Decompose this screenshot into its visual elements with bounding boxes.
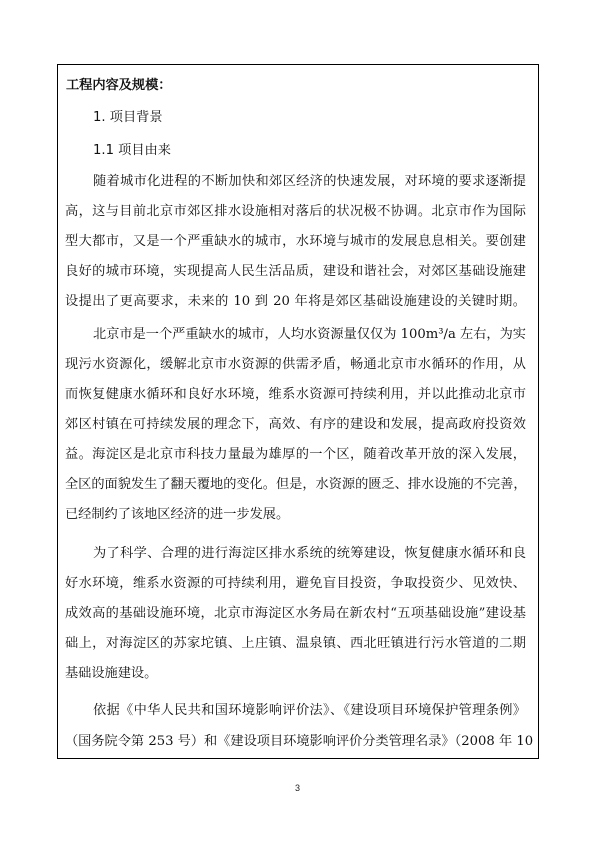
paragraph-line: 基础设施建设。 [65, 666, 158, 681]
paragraph-line: 依据《中华人民共和国环境影响评价法》、《建设项目环境保护管理条例》 [93, 703, 526, 718]
paragraph-line: 随着城市化进程的不断加快和郊区经济的快速发展，对环境的要求逐渐提 [93, 174, 526, 189]
paragraph-line: 现污水资源化，缓解北京市水资源的供需矛盾，畅通北京市水循环的作用，从 [65, 357, 526, 372]
paragraph-line: 好水环境，维系水资源的可持续利用，避免盲目投资，争取投资少、见效快、 [65, 576, 526, 591]
heading-project-origin: 1.1 项目由来 [93, 143, 171, 158]
paragraph-line: 高，这与目前北京市郊区排水设施相对落后的状况极不协调。北京市作为国际 [65, 204, 526, 219]
paragraph-line: 全区的面貌发生了翻天覆地的变化。但是，水资源的匮乏、排水设施的不完善， [65, 477, 527, 492]
paragraph-line: （国务院令第 253 号）和《建设项目环境影响评价分类管理名录》（2008 年 10 [65, 734, 534, 749]
paragraph-line: 设提出了更高要求，未来的 10 到 20 年将是郊区基础设施建设的关键时期。 [65, 294, 526, 309]
content-table-cell [57, 64, 539, 759]
paragraph-line: 成效高的基础设施环境，北京市海淀区水务局在新农村“五项基础设施”建设基 [65, 606, 526, 621]
paragraph-line: 已经制约了该地区经济的进一步发展。 [65, 507, 290, 522]
paragraph-line: 为了科学、合理的进行海淀区排水系统的统筹建设，恢复健康水循环和良 [93, 546, 526, 561]
section-title: 工程内容及规模： [66, 78, 172, 93]
paragraph-line: 而恢复健康水循环和良好水环境，维系水资源可持续利用，并以此推动北京市 [65, 387, 526, 402]
paragraph-line: 北京市是一个严重缺水的城市，人均水资源量仅仅为 100m³/a 左右，为实 [93, 327, 526, 342]
paragraph-line: 郊区村镇在可持续发展的理念下，高效、有序的建设和发展，提高政府投资效 [65, 417, 526, 432]
paragraph-line: 益。海淀区是北京市科技力量最为雄厚的一个区，随着改革开放的深入发展， [65, 447, 526, 462]
heading-project-background: 1. 项目背景 [93, 110, 163, 125]
paragraph-line: 础上，对海淀区的苏家坨镇、上庄镇、温泉镇、西北旺镇进行污水管道的二期 [65, 636, 526, 651]
paragraph-line: 良好的城市环境，实现提高人民生活品质，建设和谐社会，对郊区基础设施建 [65, 264, 526, 279]
page-number: 3 [294, 783, 300, 793]
paragraph-line: 型大都市，又是一个严重缺水的城市，水环境与城市的发展息息相关。要创建 [65, 234, 526, 249]
